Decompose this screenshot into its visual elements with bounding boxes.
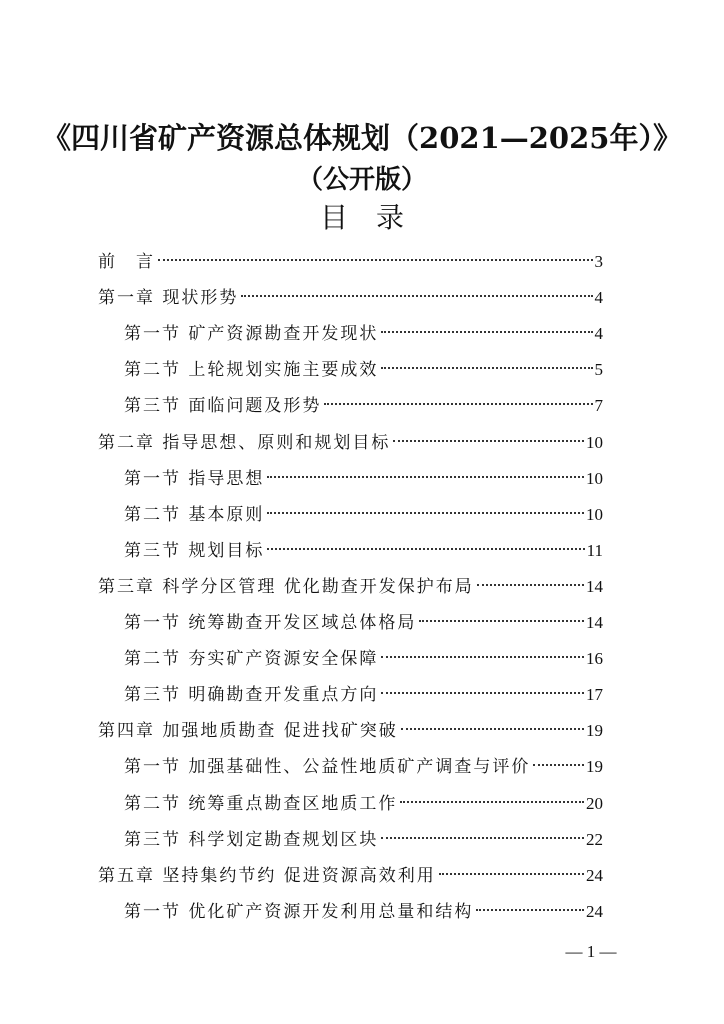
toc-dot-leader bbox=[381, 331, 592, 333]
toc-entry-label: 第一节 指导思想 bbox=[124, 468, 265, 489]
toc-entry-page-number: 24 bbox=[586, 901, 603, 921]
toc-entry-page-number: 7 bbox=[594, 396, 603, 416]
toc-section-entry[interactable] bbox=[124, 786, 603, 822]
toc-entry-page-number: 19 bbox=[586, 721, 603, 741]
toc-entry-label: 第一节 加强基础性、公益性地质矿产调查与评价 bbox=[124, 757, 531, 778]
toc-entry-page-number: 22 bbox=[586, 829, 603, 849]
toc-chapter-entry[interactable] bbox=[98, 858, 603, 894]
toc-section-entry[interactable] bbox=[124, 388, 603, 424]
toc-entry-label: 第二章 指导思想、原则和规划目标 bbox=[98, 432, 391, 453]
toc-dot-leader bbox=[477, 584, 584, 586]
toc-dot-leader bbox=[381, 837, 584, 839]
toc-entry-page-number: 10 bbox=[586, 504, 603, 524]
toc-entry-label: 第一节 优化矿产资源开发利用总量和结构 bbox=[124, 901, 474, 922]
toc-section-entry[interactable] bbox=[124, 497, 603, 533]
toc-entry-page-number: 20 bbox=[586, 793, 603, 813]
toc-section-entry[interactable] bbox=[124, 894, 603, 930]
toc-entry-label: 第一节 矿产资源勘查开发现状 bbox=[124, 324, 379, 345]
toc-dot-leader bbox=[267, 548, 584, 550]
toc-section-entry[interactable] bbox=[124, 352, 603, 388]
toc-section-entry[interactable] bbox=[124, 316, 603, 352]
toc-entry-page-number: 19 bbox=[586, 757, 603, 777]
toc-entry-page-number: 24 bbox=[586, 865, 603, 885]
toc-entry-label: 第二节 上轮规划实施主要成效 bbox=[124, 360, 379, 381]
toc-entry-page-number: 11 bbox=[586, 540, 603, 560]
toc-dot-leader bbox=[401, 728, 584, 730]
toc-entry-label: 第三节 明确勘查开发重点方向 bbox=[124, 685, 379, 706]
toc-chapter-entry[interactable] bbox=[98, 425, 603, 461]
toc-section-entry[interactable] bbox=[124, 822, 603, 858]
toc-entry-label: 第三节 规划目标 bbox=[124, 540, 265, 561]
toc-chapter-entry[interactable] bbox=[98, 244, 603, 280]
toc-dot-leader bbox=[533, 764, 584, 766]
toc-entry-label: 第二节 统筹重点勘查区地质工作 bbox=[124, 793, 398, 814]
toc-dot-leader bbox=[393, 440, 584, 442]
toc-entry-page-number: 10 bbox=[586, 468, 603, 488]
document-subtitle: （公开版） bbox=[296, 165, 427, 195]
toc-heading: 目 录 bbox=[319, 201, 404, 234]
toc-entry-page-number: 4 bbox=[594, 324, 603, 344]
toc-chapter-entry[interactable] bbox=[98, 569, 603, 605]
toc-section-entry[interactable] bbox=[124, 461, 603, 497]
toc-entry-label: 第一节 统筹勘查开发区域总体格局 bbox=[124, 613, 417, 633]
toc-entry-page-number: 10 bbox=[586, 432, 603, 452]
toc-dot-leader bbox=[476, 909, 584, 911]
toc-entry-page-number: 3 bbox=[594, 252, 603, 271]
toc-entry-label: 第三节 科学划定勘查规划区块 bbox=[124, 829, 379, 850]
toc-entry-label: 第四章 加强地质勘查 促进找矿突破 bbox=[98, 721, 398, 742]
toc-entry-page-number: 14 bbox=[586, 613, 603, 632]
toc-dot-leader bbox=[267, 512, 584, 514]
toc-section-entry[interactable] bbox=[124, 677, 603, 713]
toc-entry-label: 第二节 夯实矿产资源安全保障 bbox=[124, 649, 379, 670]
toc-dot-leader bbox=[324, 403, 592, 405]
toc-entry-label: 第三章 科学分区管理 优化勘查开发保护布局 bbox=[98, 576, 474, 597]
toc-dot-leader bbox=[439, 873, 584, 875]
page-number: — 1 — bbox=[565, 942, 617, 961]
toc-entry-label: 第五章 坚持集约节约 促进资源高效利用 bbox=[98, 865, 436, 886]
document-title: 《四川省矿产资源总体规划（2021—2025年）》 bbox=[42, 121, 682, 155]
toc-section-entry[interactable] bbox=[124, 749, 603, 785]
toc-entry-label: 第二节 基本原则 bbox=[124, 504, 265, 525]
toc-dot-leader bbox=[419, 620, 584, 622]
toc-section-entry[interactable] bbox=[124, 641, 603, 677]
toc-dot-leader bbox=[158, 259, 593, 261]
toc-section-entry[interactable] bbox=[124, 605, 603, 641]
toc-entry-page-number: 4 bbox=[594, 288, 603, 308]
toc-entry-page-number: 17 bbox=[586, 685, 603, 705]
toc-entry-label: 前 言 bbox=[98, 252, 155, 272]
toc-dot-leader bbox=[381, 367, 592, 369]
toc-dot-leader bbox=[381, 656, 584, 658]
toc-dot-leader bbox=[400, 801, 584, 803]
toc-dot-leader bbox=[267, 476, 584, 478]
toc-dot-leader bbox=[381, 692, 584, 694]
toc-entry-label: 第一章 现状形势 bbox=[98, 288, 239, 309]
toc-entry-label: 第三节 面临问题及形势 bbox=[124, 396, 322, 417]
toc-chapter-entry[interactable] bbox=[98, 713, 603, 749]
toc-entry-page-number: 16 bbox=[586, 649, 603, 669]
toc-chapter-entry[interactable] bbox=[98, 280, 603, 316]
toc-dot-leader bbox=[241, 295, 592, 297]
toc-entry-page-number: 14 bbox=[586, 576, 603, 596]
toc-entry-page-number: 5 bbox=[594, 360, 603, 380]
toc-section-entry[interactable] bbox=[124, 533, 603, 569]
